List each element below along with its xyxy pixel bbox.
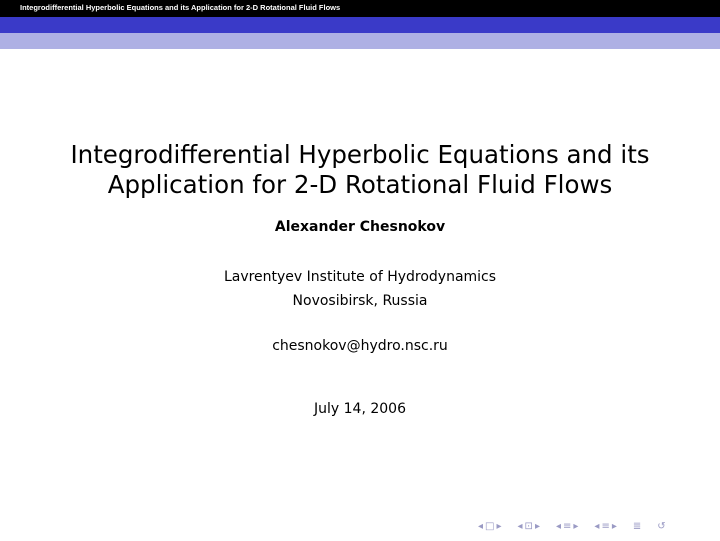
next-frame-arrow-icon[interactable]: ▸ (496, 520, 502, 532)
institute-line-2: Novosibirsk, Russia (292, 293, 428, 309)
subsection-icon[interactable]: ⊡ (524, 520, 533, 532)
presentation-date: July 14, 2006 (314, 401, 406, 417)
nav-frame-group (478, 521, 502, 532)
doc-section-icon[interactable]: ≡ (601, 520, 610, 532)
institute-line-1: Lavrentyev Institute of Hydrodynamics (223, 269, 497, 285)
align-icon[interactable]: ≣ (632, 520, 642, 532)
prev-doc-arrow-icon[interactable]: ◂ (594, 520, 600, 532)
header-band-light (0, 33, 720, 49)
nav-section-group (556, 521, 578, 532)
title-line-1: Integrodifferential Hyperbolic Equations and its (70, 140, 650, 169)
nav-subsection-group (518, 521, 540, 532)
top-header-bar (0, 0, 720, 17)
title-line-2: Application for 2-D Rotational Fluid Flows (107, 170, 613, 199)
prev-frame-arrow-icon[interactable]: ◂ (478, 520, 484, 532)
nav-doc-group (594, 521, 616, 532)
frame-icon[interactable]: □ (485, 520, 495, 532)
prev-section-arrow-icon[interactable]: ◂ (555, 520, 561, 532)
prev-subsection-arrow-icon[interactable]: ◂ (517, 520, 523, 532)
section-icon[interactable]: ≡ (563, 520, 572, 532)
header-band-dark (0, 17, 720, 33)
institute (0, 265, 720, 313)
next-subsection-arrow-icon[interactable]: ▸ (534, 520, 540, 532)
author-name: Alexander Chesnokov (274, 219, 446, 235)
search-back-icon[interactable]: ↺ (657, 520, 666, 532)
slide-title (0, 140, 720, 200)
author-email: chesnokov@hydro.nsc.ru (272, 338, 448, 354)
next-section-arrow-icon[interactable]: ▸ (573, 520, 579, 532)
running-title: Integrodifferential Hyperbolic Equations and its Application for 2-D Rotational Fluid Flows (20, 3, 341, 12)
next-doc-arrow-icon[interactable]: ▸ (611, 520, 617, 532)
beamer-navigation (478, 519, 666, 533)
